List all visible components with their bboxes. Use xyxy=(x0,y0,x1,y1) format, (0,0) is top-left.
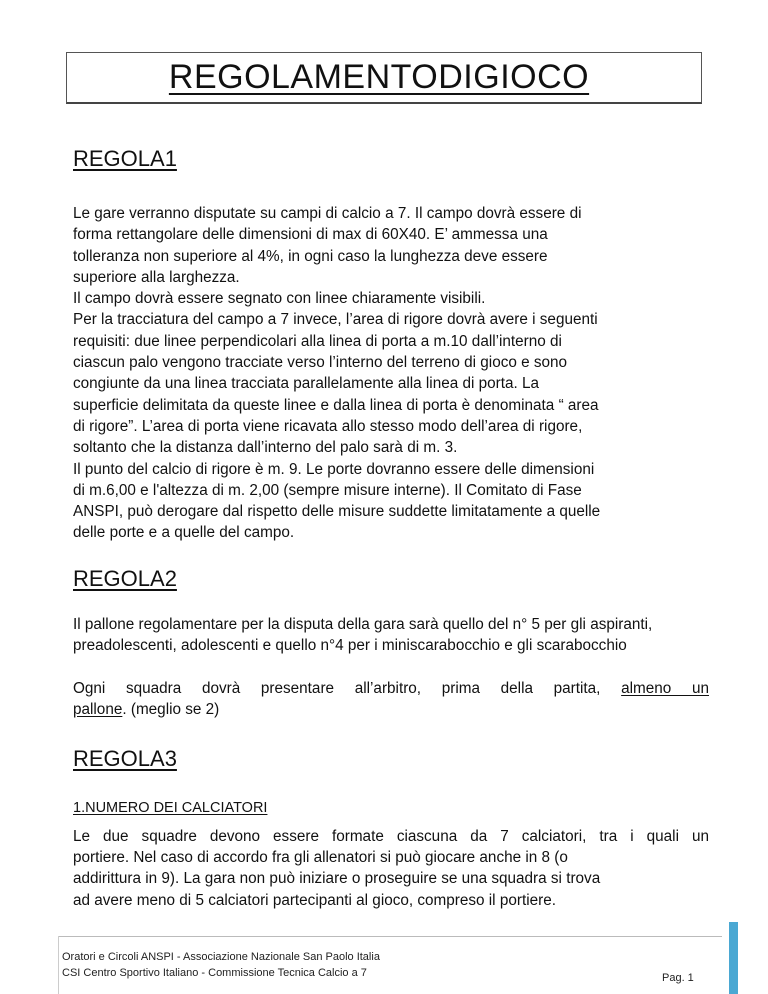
underlined-text: almeno un xyxy=(621,680,709,697)
title-box xyxy=(66,52,702,104)
text-line: congiunte da una linea tracciata parallelamente alla linea di porta. La xyxy=(73,375,540,393)
regola2-text xyxy=(73,614,652,657)
text-line: Per la tracciatura del campo a 7 invece, l’area di rigore dovrà avere i seguenti xyxy=(73,311,598,329)
text-line: preadolescenti, adolescenti e quello n°4 per i miniscarabocchio e gli scarabocchio xyxy=(73,637,627,655)
page-number: Pag. 1 xyxy=(662,972,694,984)
accent-bar xyxy=(729,922,738,994)
regola1-heading: REGOLA1 xyxy=(73,146,177,171)
footer-line-2: CSI Centro Sportivo Italiano - Commissione Tecnica Calcio a 7 xyxy=(62,967,367,979)
text-line: ANSPI, può derogare dal rispetto delle misure suddette limitatamente a quelle xyxy=(73,503,601,521)
text-line: portiere. Nel caso di accordo fra gli allenatori si può giocare anche in 8 (o xyxy=(73,849,568,866)
text-line: superiore alla larghezza. xyxy=(73,268,240,286)
text-line: requisiti: due linee perpendicolari alla linea di porta a m.10 dall’interno di xyxy=(73,332,562,350)
regola1-text xyxy=(73,203,600,544)
text-line: forma rettangolare delle dimensioni di max di 60X40. E’ ammessa una xyxy=(73,226,548,244)
text-line: Il pallone regolamentare per la disputa della gara sarà quello del n° 5 per gli aspiranti, xyxy=(73,616,653,633)
regola2-heading: REGOLA2 xyxy=(73,566,177,591)
text-line: di rigore”. L’area di porta viene ricavata allo stesso modo dell’area di rigore, xyxy=(73,417,583,435)
text-line: soltanto che la distanza dall’interno del palo sarà di m. 3. xyxy=(73,439,458,457)
footer-line-1: Oratori e Circoli ANSPI - Associazione Nazionale San Paolo Italia xyxy=(62,951,380,963)
text-line: Il punto del calcio di rigore è m. 9. Le porte dovranno essere delle dimensioni xyxy=(73,460,595,478)
document-title: REGOLAMENTODIGIOCO xyxy=(168,58,590,96)
underlined-text: pallone xyxy=(73,701,123,718)
text-line: superficie delimitata da queste linee e dalla linea di porta è denominata “ area xyxy=(73,396,599,414)
text-line: tolleranza non superiore al 4%, in ogni caso la lunghezza deve essere xyxy=(73,247,548,265)
text-line: Il campo dovrà essere segnato con linee chiaramente visibili. xyxy=(73,290,486,308)
text-line: Le gare verranno disputate su campi di calcio a 7. Il campo dovrà essere di xyxy=(73,205,582,222)
text-line: di m.6,00 e l'altezza di m. 2,00 (sempre misure interne). Il Comitato di Fase xyxy=(73,481,582,499)
regola3-text-rest xyxy=(73,847,600,911)
footer-divider xyxy=(58,936,722,937)
text-line: delle porte e a quelle del campo. xyxy=(73,524,295,542)
text-line: ad avere meno di 5 calciatori partecipanti al gioco, compreso il portiere. xyxy=(73,891,556,909)
regola2-ball-text-2 xyxy=(73,699,219,720)
text-line: addirittura in 9). La gara non può iniziare o proseguire se una squadra si trova xyxy=(73,870,601,888)
regola2-ball-text xyxy=(73,678,709,699)
text-segment: Ogni squadra dovrà presentare all’arbitro, prima della partita, xyxy=(73,680,601,697)
text-segment: . (meglio se 2) xyxy=(122,701,220,718)
regola3-heading: REGOLA3 xyxy=(73,746,177,771)
text-line xyxy=(73,699,219,720)
text-line: Le due squadre devono essere formate ciascuna da 7 calciatori, tra i quali un xyxy=(73,828,709,845)
footer-border xyxy=(58,936,59,994)
regola3-subheading: 1.NUMERO DEI CALCIATORI xyxy=(73,800,268,816)
text-line: ciascun palo vengono tracciate verso l’interno del terreno di gioco e sono xyxy=(73,354,568,372)
text-line xyxy=(73,678,709,699)
regola3-text xyxy=(73,826,709,847)
